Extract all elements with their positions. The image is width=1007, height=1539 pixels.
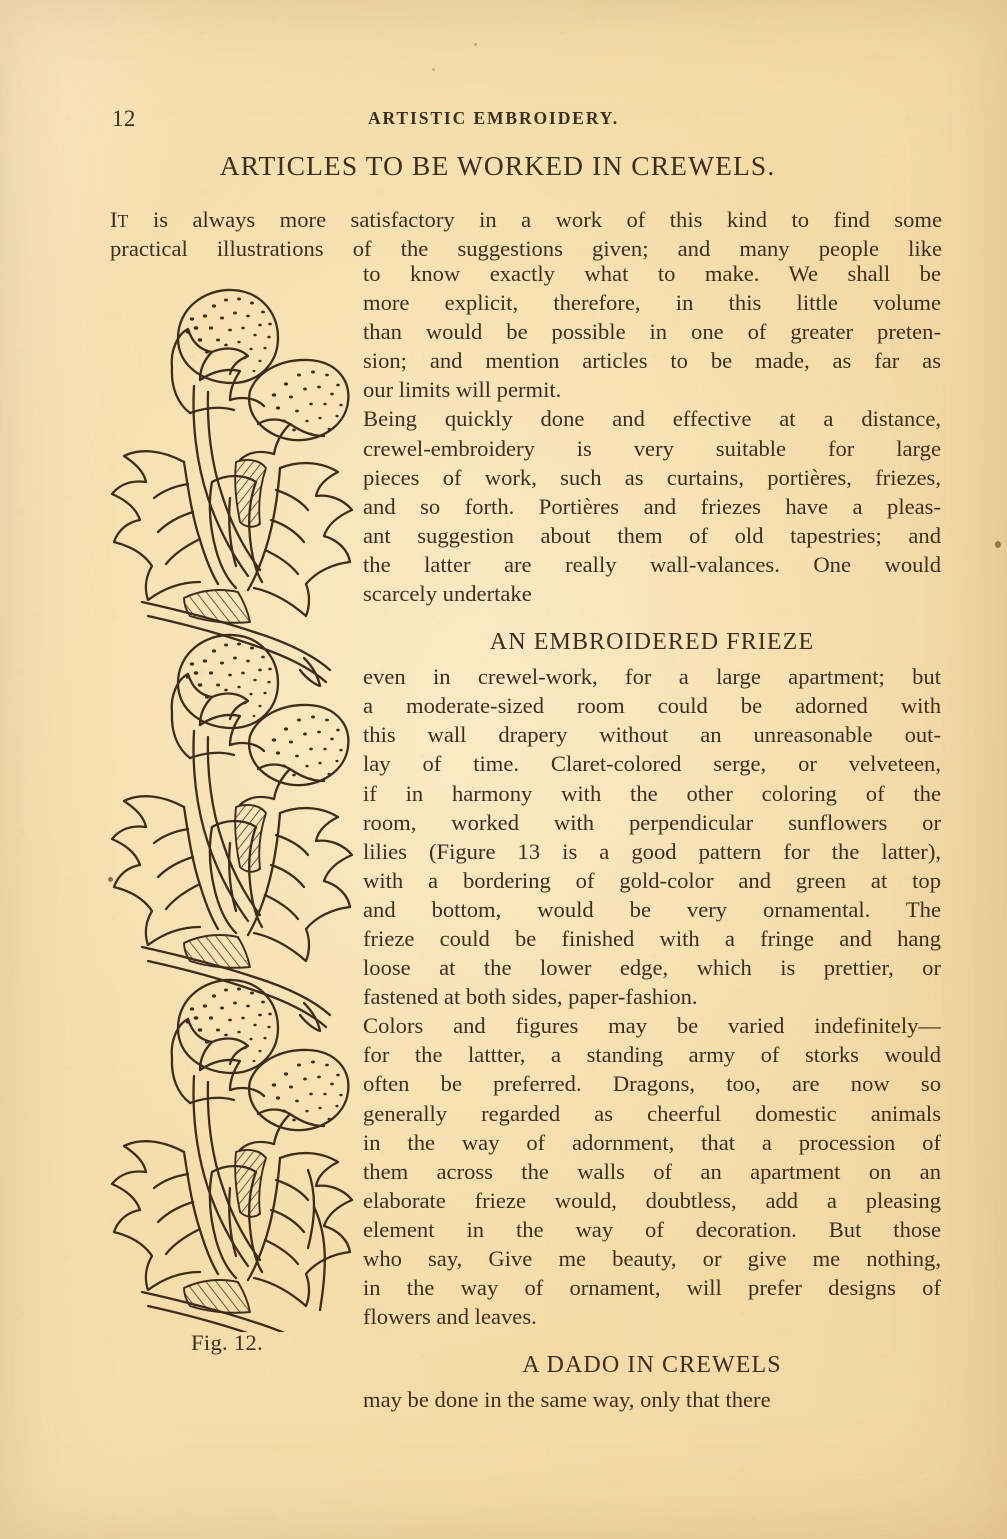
text-line: flowers and leaves. — [363, 1304, 537, 1330]
smallcap-t: T — [117, 211, 129, 231]
figure-12-illustration — [100, 262, 365, 1332]
text-line: sion; and mention articles to be made, as far as — [363, 348, 941, 374]
text-line: if in harmony with the other coloring of the — [363, 780, 941, 806]
text-line: who say, Give me beauty, or give me nothing, — [363, 1246, 941, 1271]
text-line: lay of time. Claret-colored serge, or velveteen, — [363, 751, 941, 777]
text-line: ant suggestion about them of old tapestries; and — [363, 522, 941, 548]
figure-caption: Fig. 12. — [191, 1330, 264, 1355]
text-line: lilies (Figure 13 is a good pattern for the latter), — [363, 838, 941, 864]
opening-line-1-rest: is always more satisfactory in a work of this kind to find some — [128, 207, 942, 232]
running-head: ARTISTIC EMBROIDERY. — [367, 108, 620, 128]
paper-speck — [995, 541, 1001, 548]
text-line: in the way of adornment, that a procession of — [363, 1129, 941, 1155]
text-line: this wall drapery without an unreasonable out- — [363, 722, 941, 748]
paper-speck — [474, 43, 477, 46]
strawberry-sprig-2 — [112, 635, 352, 1031]
text-line: generally regarded as cheerful domestic animals — [363, 1100, 941, 1126]
text-line: the latter are really wall-valances. One would — [363, 551, 941, 577]
paragraph-being-quickly-done — [363, 404, 941, 608]
text-line: frieze could be finished with a fringe and hang — [363, 925, 941, 951]
strawberry-sprig-1 — [112, 290, 352, 686]
text-line: more explicit, therefore, in this little volume — [363, 290, 941, 316]
text-line: and bottom, would be very ornamental. The — [363, 896, 941, 922]
text-line: fastened at both sides, paper-fashion. — [363, 984, 698, 1010]
text-line: elaborate frieze would, doubtless, add a pleasing — [363, 1187, 941, 1213]
text-line: in the way of ornament, will prefer designs of — [363, 1275, 941, 1301]
subheading-a-dado-in-crewels: A DADO IN CREWELS — [522, 1352, 782, 1379]
text-line: to know exactly what to make. We shall be — [363, 261, 941, 286]
text-column — [363, 259, 941, 1414]
text-line: element in the way of decoration. But those — [363, 1216, 941, 1242]
opening-line-2: practical illustrations of the suggestions given; and many people like — [110, 236, 942, 261]
text-line: Being quickly done and effective at a distance, — [363, 406, 941, 432]
text-line: may be done in the same way, only that there — [363, 1387, 771, 1413]
paragraph-intro-continued — [363, 259, 941, 404]
text-line: a moderate-sized room could be adorned with — [363, 693, 941, 719]
text-line: crewel-embroidery is very suitable for large — [363, 435, 941, 461]
text-line: our limits will permit. — [363, 377, 562, 403]
text-line: even in crewel-work, for a large apartment; but — [363, 664, 941, 690]
text-line: than would be possible in one of greater preten- — [363, 319, 941, 345]
strawberry-sprig-3 — [112, 980, 352, 1332]
dropcap-it: I — [110, 207, 118, 232]
paragraph-dado-body — [363, 1385, 941, 1414]
paragraph-frieze-body — [363, 662, 941, 1011]
paper-speck — [432, 68, 435, 71]
text-line: and so forth. Portières and friezes have a pleas- — [363, 493, 941, 519]
text-line: room, worked with perpendicular sunflowers or — [363, 809, 941, 835]
text-line: often be preferred. Dragons, too, are now so — [363, 1071, 941, 1097]
text-line: scarcely undertake — [363, 581, 532, 607]
text-line: them across the walls of an apartment on an — [363, 1158, 941, 1184]
text-line: Colors and figures may be varied indefinitely— — [363, 1013, 941, 1039]
subheading-an-embroidered-frieze: AN EMBROIDERED FRIEZE — [489, 629, 815, 656]
paragraph-colors-and-figures — [363, 1011, 941, 1331]
page-number: 12 — [112, 106, 136, 131]
text-line: loose at the lower edge, which is prettier, or — [363, 955, 941, 981]
text-line: for the lattter, a standing army of storks would — [363, 1042, 941, 1068]
chapter-title: ARTICLES TO BE WORKED IN CREWELS. — [219, 150, 776, 181]
text-line: with a bordering of gold-color and green at top — [363, 867, 941, 893]
text-line: pieces of work, such as curtains, portières, friezes, — [363, 464, 941, 490]
